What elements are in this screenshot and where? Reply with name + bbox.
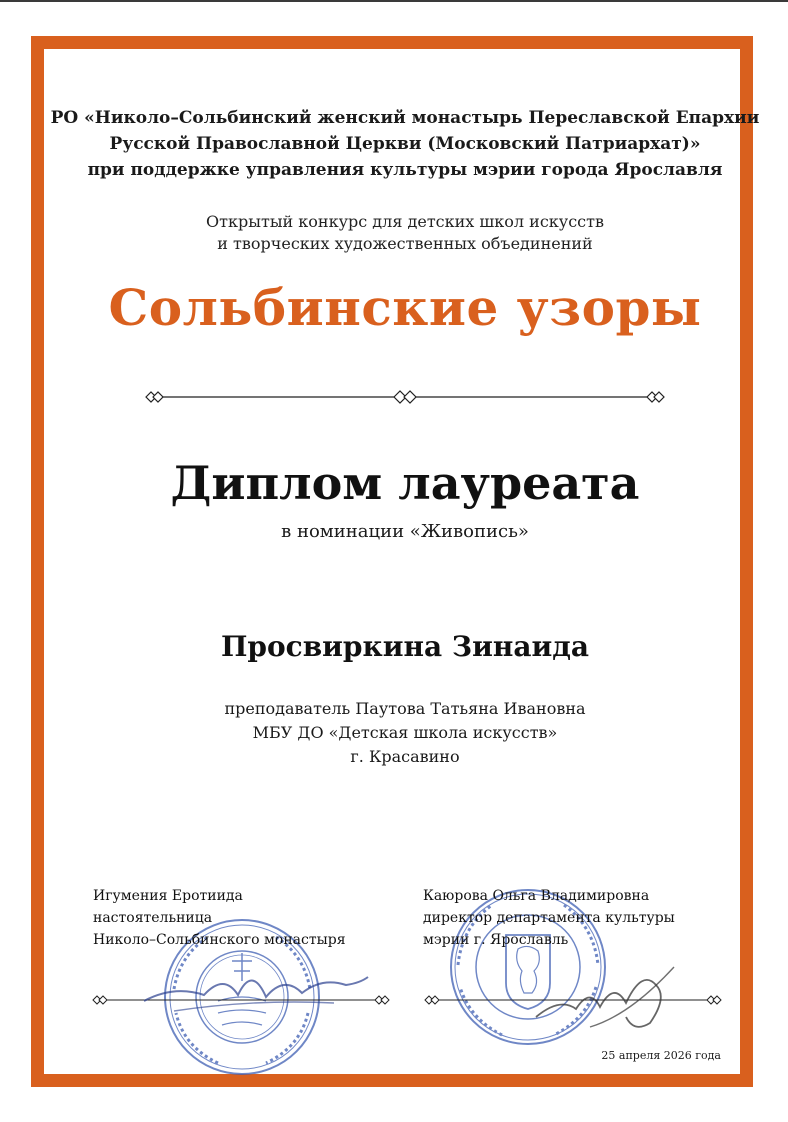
organizer-line: РО «Николо–Сольбинский женский монастырь Переславской Епархии: [50, 108, 760, 128]
signatory-org: Николо–Сольбинского монастыря: [93, 932, 346, 948]
contest-title: Сольбинские узоры: [108, 278, 702, 337]
ornamental-divider: [144, 388, 666, 406]
signatory-org: мэрии г. Ярославль: [423, 932, 569, 948]
signatory-name: Игумения Еротиида: [93, 888, 243, 904]
nomination: в номинации «Живопись»: [281, 521, 529, 542]
teacher-line: преподаватель Паутова Татьяна Ивановна: [224, 699, 586, 718]
teacher-line: г. Красавино: [350, 747, 460, 766]
organizer-block: [44, 105, 766, 183]
signatory-title: настоятельница: [93, 910, 213, 926]
left-signatory: [93, 885, 346, 951]
signatory-name: Каюрова Ольга Владимировна: [423, 888, 650, 904]
right-signatory: [423, 885, 675, 951]
right-handwritten-signature: [530, 957, 680, 1037]
teacher-block: [44, 697, 766, 769]
top-edge-rule: [0, 0, 788, 2]
teacher-line: МБУ ДО «Детская школа искусств»: [252, 723, 558, 742]
contest-line: Открытый конкурс для детских школ искусств: [206, 212, 604, 231]
organizer-line: Русской Православной Церкви (Московский Патриархат)»: [109, 134, 701, 154]
signatory-title: директор департамента культуры: [423, 910, 675, 926]
left-handwritten-signature: [134, 955, 374, 1025]
participant-name: Просвиркина Зинаида: [220, 630, 590, 663]
issue-date: 25 апреля 2026 года: [601, 1049, 721, 1062]
certificate-frame: [31, 36, 760, 1087]
organizer-line: при поддержке управления культуры мэрии города Ярославля: [87, 160, 723, 180]
contest-description: [44, 211, 766, 255]
diploma-heading: Диплом лауреата: [170, 456, 640, 510]
contest-line: и творческих художественных объединений: [217, 234, 593, 253]
